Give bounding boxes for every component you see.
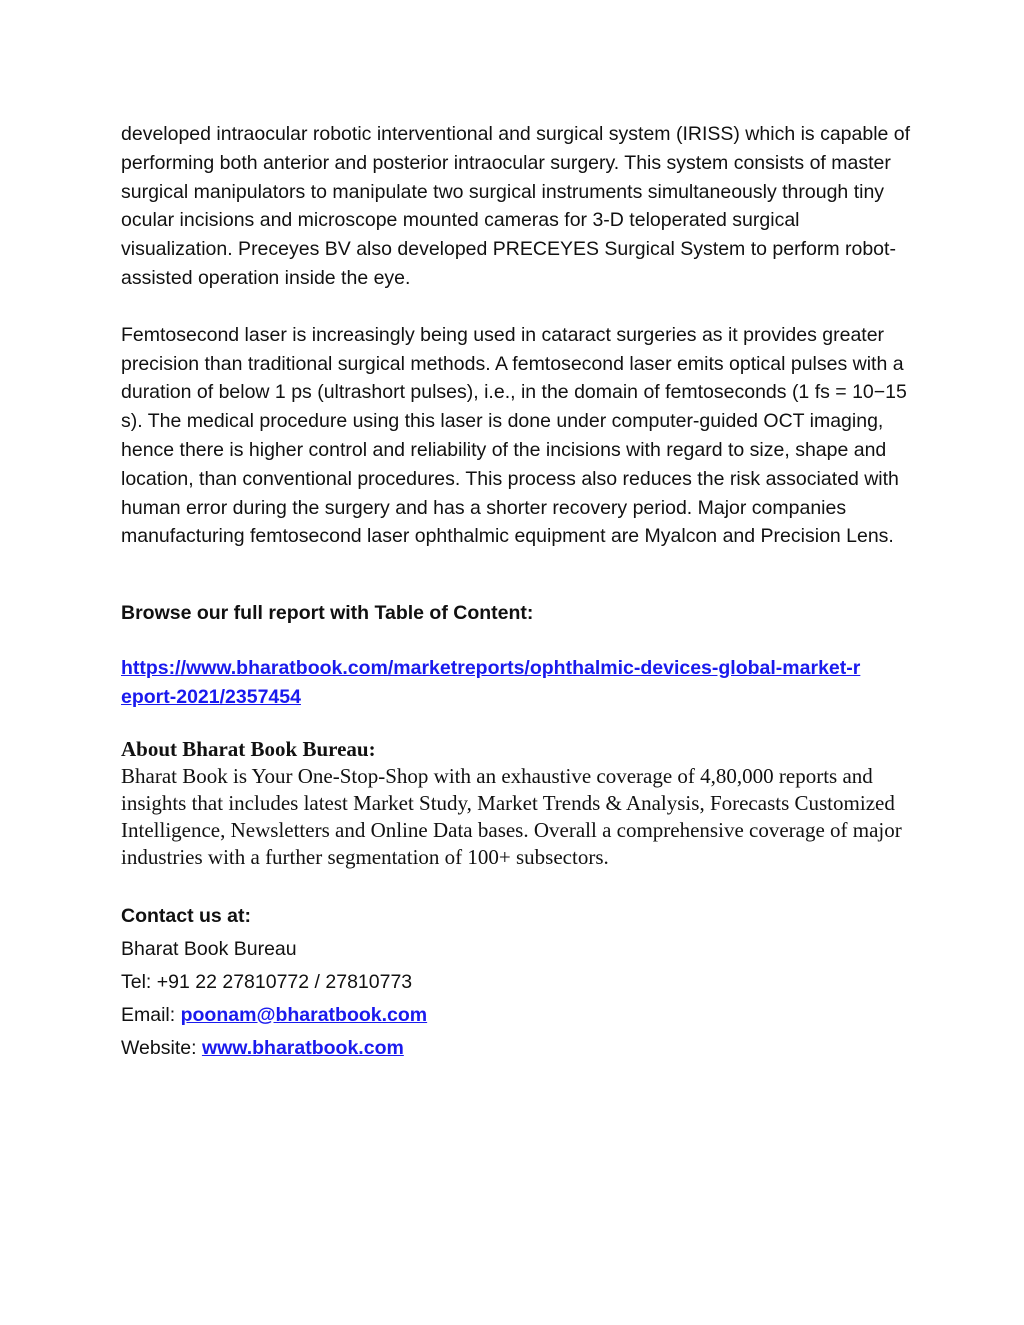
contact-tel: Tel: +91 22 27810772 / 27810773	[121, 970, 413, 993]
email-label: Email:	[121, 1003, 181, 1026]
contact-website-line	[121, 1032, 911, 1065]
report-link[interactable]: https://www.bharatbook.com/marketreports/ophthalmic-devices-global-market-report-2021/2357454	[121, 656, 861, 708]
contact-email-line	[121, 999, 911, 1032]
website-label: Website:	[121, 1036, 202, 1059]
paragraph-femtosecond-laser: Femtosecond laser is increasingly being used in cataract surgeries as it provides greater precision than traditional surgical methods. A femtosecond laser emits optical pulses with a duration of below 1 ps (ultrashort pulses), i.e., in the domain of femtoseconds (1 fs = 10−15 s). The medical procedure using this laser is done under computer-guided OCT imaging, hence there is higher control and reliability of the incisions with regard to size, shape and location, than conventional procedures. This process also reduces the risk associated with human error during the surgery and has a shorter recovery period. Major companies manufacturing femtosecond laser ophthalmic equipment are Myalcon and Precision Lens.	[121, 323, 907, 548]
contact-heading: Contact us at:	[121, 904, 252, 927]
website-link[interactable]: www.bharatbook.com	[201, 1036, 404, 1059]
contact-company: Bharat Book Bureau	[121, 937, 297, 960]
browse-report-heading: Browse our full report with Table of Content:	[121, 602, 534, 625]
email-link[interactable]: poonam@bharatbook.com	[180, 1003, 428, 1026]
about-heading: About Bharat Book Bureau:	[121, 736, 376, 761]
document-page	[121, 120, 911, 1065]
about-body: Bharat Book is Your One-Stop-Shop with an exhaustive coverage of 4,80,000 reports and insights that includes latest Market Study, Market Trends & Analysis, Forecasts Customized Intelligence, Newsletters and Online Data bases. Overall a comprehensive coverage of major industries with a further segmentation of 100+ subsectors.	[121, 763, 902, 869]
paragraph-robotic-surgery: developed intraocular robotic interventional and surgical system (IRISS) which is capable of performing both anterior and posterior intraocular surgery. This system consists of master surgical manipulators to manipulate two surgical instruments simultaneously through tiny ocular incisions and microscope mounted cameras for 3-D teloperated surgical visualization. Preceyes BV also developed PRECEYES Surgical System to perform robot-assisted operation inside the eye.	[121, 123, 911, 289]
